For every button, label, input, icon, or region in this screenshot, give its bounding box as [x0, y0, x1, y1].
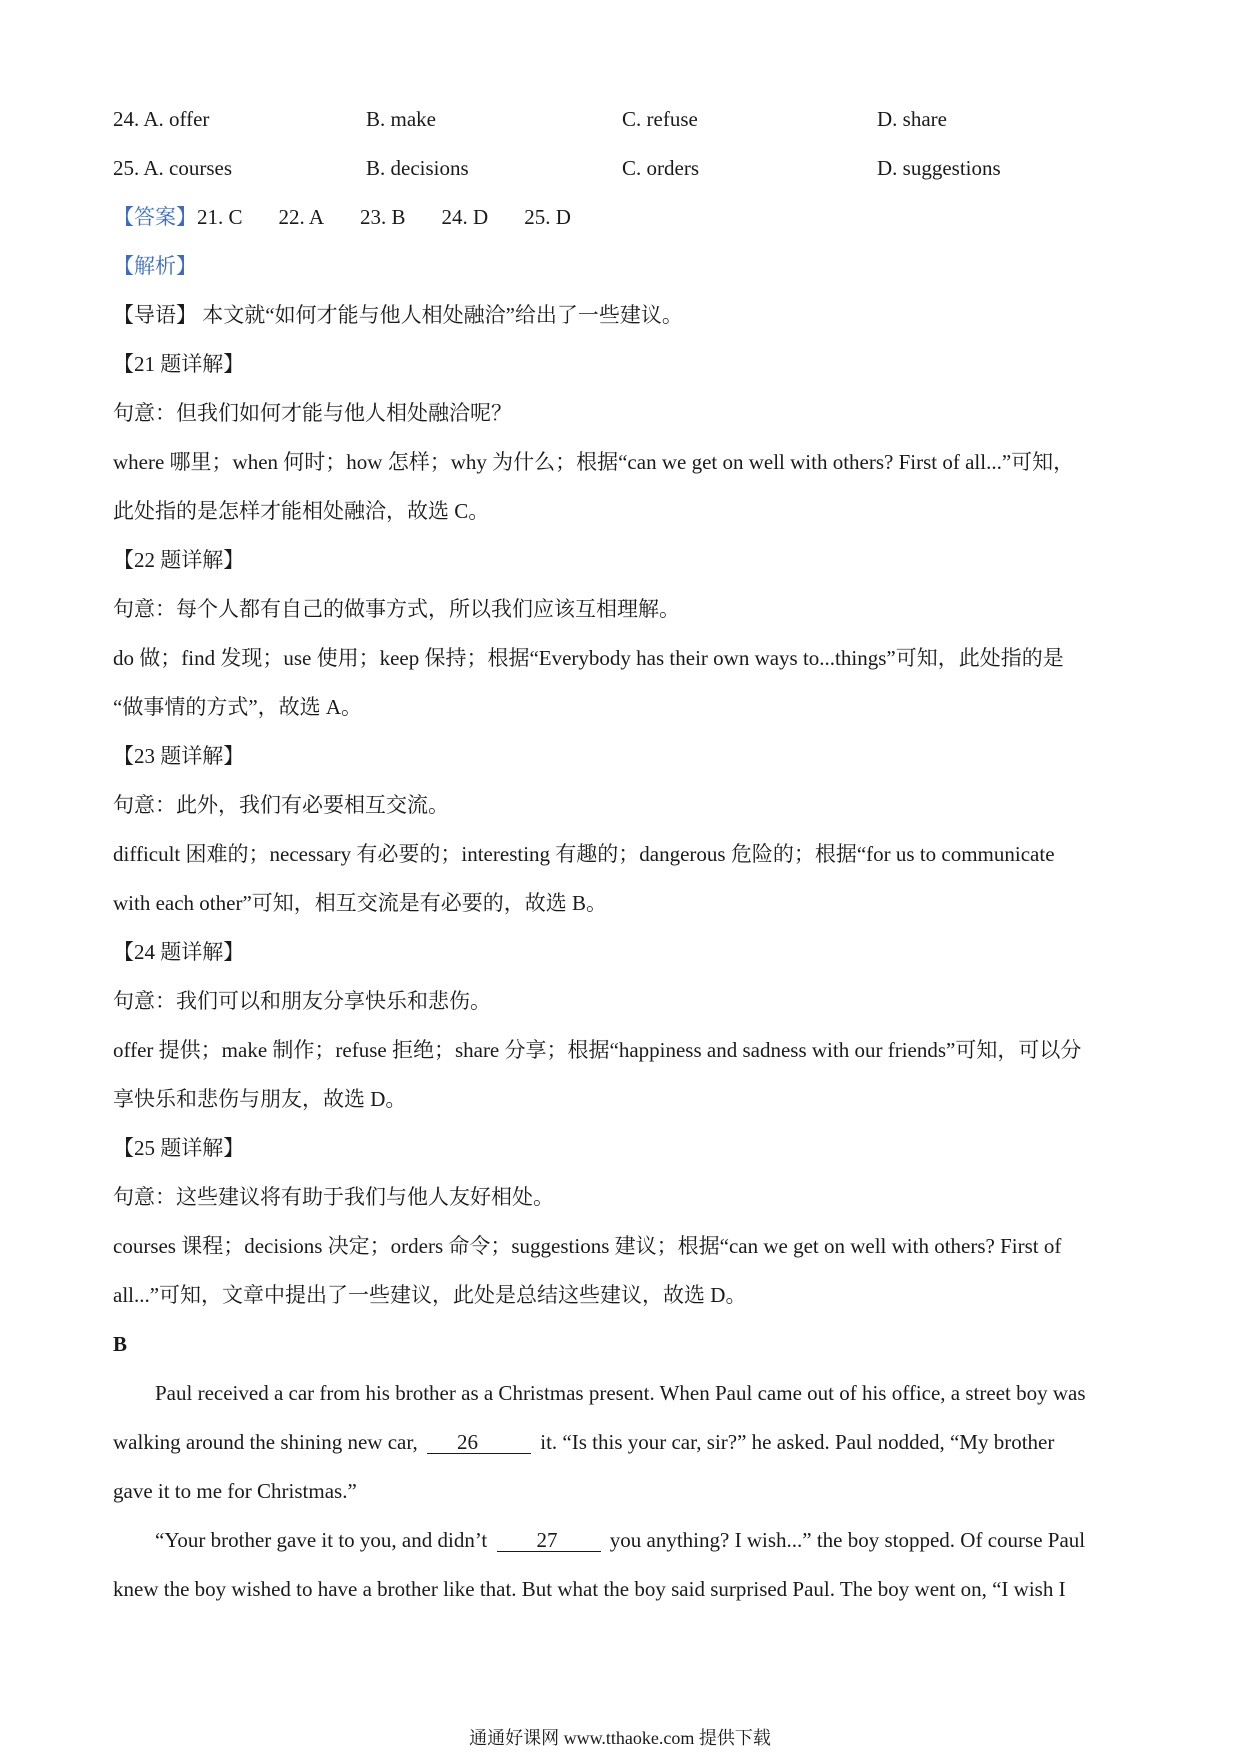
- answer-item: 23. B: [360, 205, 406, 229]
- passage-text: it. “Is this your car, sir?” he asked. Paul nodded, “My brother: [535, 1430, 1055, 1454]
- answer-item: 22. A: [278, 205, 325, 229]
- option-25-b: B. decisions: [366, 156, 469, 180]
- answer-item: 21. C: [197, 205, 243, 229]
- detail-text-23: difficult 困难的；necessary 有必要的；interesting 有趣的；dangerous 危险的；根据“for us to communicate: [113, 842, 1055, 866]
- detail-meaning-21: 句意：但我们如何才能与他人相处融洽呢？: [113, 401, 512, 425]
- answer-item: 24. D: [441, 205, 489, 229]
- detail-text-25: courses 课程；decisions 决定；orders 命令；suggestions 建议；根据“can we get on well with others? First of: [113, 1234, 1062, 1258]
- detail-text-24: offer 提供；make 制作；refuse 拒绝；share 分享；根据“happiness and sadness with our friends”可知，可以分: [113, 1038, 1082, 1062]
- option-24-a: 24. A. offer: [113, 107, 210, 131]
- option-24-c: C. refuse: [622, 107, 698, 131]
- detail-text-21: where 哪里；when 何时；how 怎样；why 为什么；根据“can we get on well with others? First of all...”可知，: [113, 450, 1075, 474]
- detail-heading-22: 【22 题详解】: [113, 548, 245, 572]
- detail-text-22: “做事情的方式”，故选 A。: [113, 695, 363, 719]
- detail-text-24: 享快乐和悲伤与朋友，故选 D。: [113, 1087, 407, 1111]
- answer-line: [113, 203, 571, 231]
- option-25-c: C. orders: [622, 156, 699, 180]
- passage-line: gave it to me for Christmas.”: [113, 1479, 357, 1503]
- option-25-a: 25. A. courses: [113, 156, 232, 180]
- footer-text: 通通好课网 www.tthaoke.com 提供下载: [469, 1728, 771, 1748]
- detail-heading-24: 【24 题详解】: [113, 940, 245, 964]
- guide-text: 【导语】 本文就“如何才能与他人相处融洽”给出了一些建议。: [113, 303, 683, 327]
- option-25-d: D. suggestions: [877, 156, 1001, 180]
- passage-text: “Your brother gave it to you, and didn’t: [155, 1528, 493, 1552]
- answer-label: 【答案】: [113, 205, 197, 229]
- analysis-label: 【解析】: [113, 254, 197, 278]
- detail-text-22: do 做；find 发现；use 使用；keep 保持；根据“Everybody has their own ways to...things”可知，此处指的是: [113, 646, 1064, 670]
- passage-text: you anything? I wish...” the boy stopped. Of course Paul: [604, 1528, 1086, 1552]
- detail-meaning-22: 句意：每个人都有自己的做事方式，所以我们应该互相理解。: [113, 597, 680, 621]
- passage-line: [155, 1526, 1085, 1554]
- answer-item: 25. D: [524, 205, 571, 229]
- detail-heading-23: 【23 题详解】: [113, 744, 245, 768]
- section-b-title: B: [113, 1332, 128, 1356]
- detail-heading-21: 【21 题详解】: [113, 352, 245, 376]
- detail-text-25: all...”可知，文章中提出了一些建议，此处是总结这些建议，故选 D。: [113, 1283, 747, 1307]
- detail-meaning-24: 句意：我们可以和朋友分享快乐和悲伤。: [113, 989, 491, 1013]
- passage-line: [113, 1428, 1054, 1456]
- passage-text: walking around the shining new car,: [113, 1430, 423, 1454]
- option-24-b: B. make: [366, 107, 436, 131]
- passage-line: knew the boy wished to have a brother like that. But what the boy said surprised Paul. The boy went on, “I wish I: [113, 1577, 1066, 1601]
- detail-text-23: with each other”可知，相互交流是有必要的，故选 B。: [113, 891, 608, 915]
- blank-26[interactable]: 26: [427, 1431, 531, 1454]
- detail-meaning-25: 句意：这些建议将有助于我们与他人友好相处。: [113, 1185, 554, 1209]
- blank-27[interactable]: 27: [497, 1529, 601, 1552]
- detail-text-21: 此处指的是怎样才能相处融洽，故选 C。: [113, 499, 490, 523]
- passage-line: Paul received a car from his brother as a Christmas present. When Paul came out of his office, a street boy was: [155, 1381, 1086, 1405]
- detail-meaning-23: 句意：此外，我们有必要相互交流。: [113, 793, 449, 817]
- option-24-d: D. share: [877, 107, 947, 131]
- detail-heading-25: 【25 题详解】: [113, 1136, 245, 1160]
